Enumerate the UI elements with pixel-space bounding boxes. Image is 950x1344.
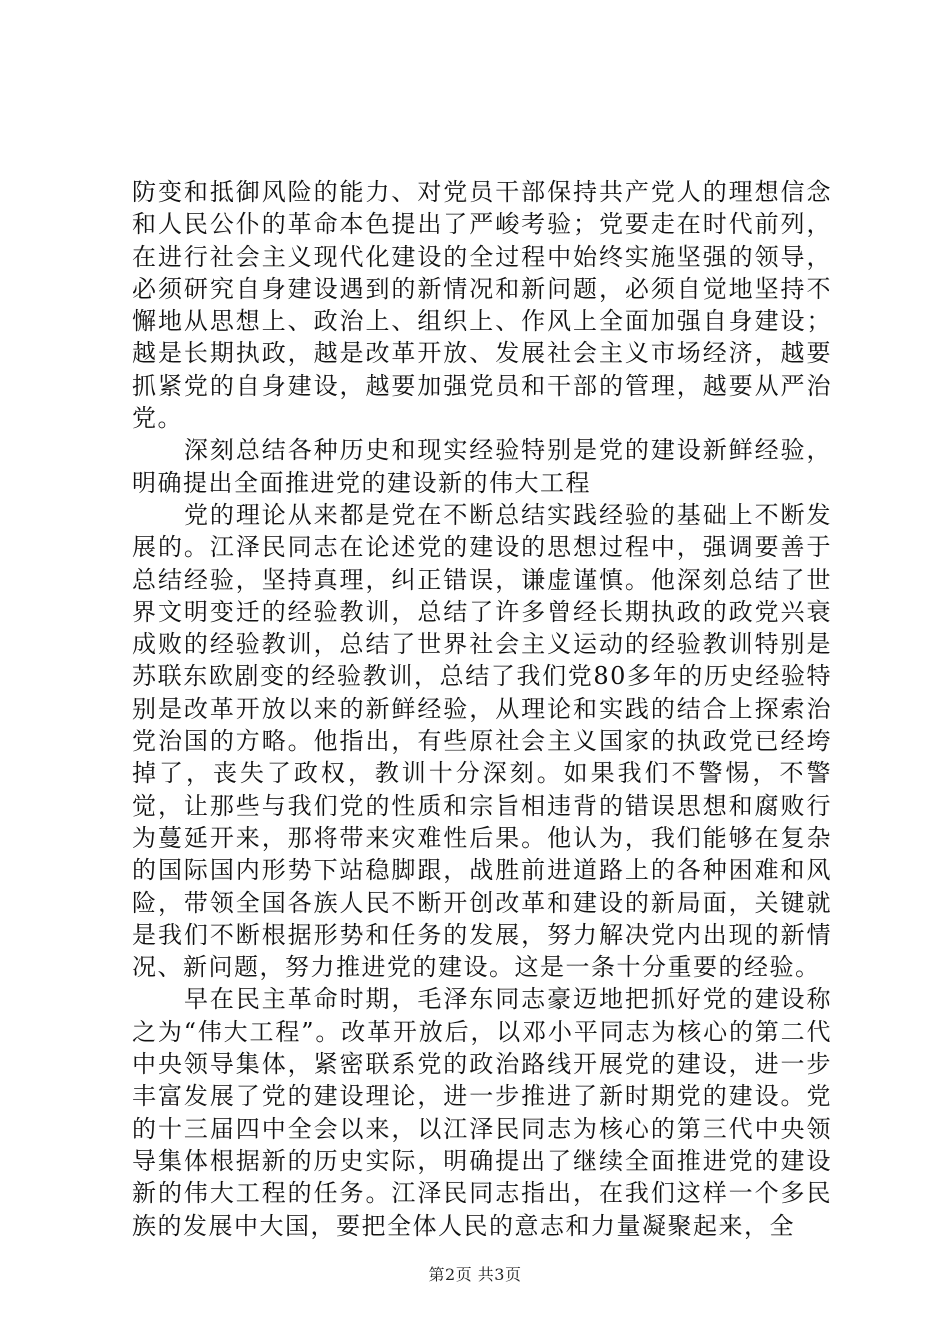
document-body	[132, 176, 832, 1242]
paragraph-4: 早在民主革命时期，毛泽东同志豪迈地把抓好党的建设称之为“伟大工程”。改革开放后，以邓小平同志为核心的第二代中央领导集体，紧密联系党的政治路线开展党的建设，进一步丰富发展了党的建设理论，进一步推进了新时期党的建设。党的十三届四中全会以来，以江泽民同志为核心的第三代中央领导集体根据新的历史实际，明确提出了继续全面推进党的建设新的伟大工程的任务。江泽民同志指出，在我们这样一个多民族的发展中大国，要把全体人民的意志和力量凝聚起来，全	[132, 985, 832, 1240]
paragraph-1: 防变和抵御风险的能力、对党员干部保持共产党人的理想信念和人民公仆的革命本色提出了严峻考验；党要走在时代前列，在进行社会主义现代化建设的全过程中始终实施坚强的领导，必须研究自身建设遇到的新情况和新问题，必须自觉地坚持不懈地从思想上、政治上、组织上、作风上全面加强自身建设；越是长期执政，越是改革开放、发展社会主义市场经济，越要抓紧党的自身建设，越要加强党员和干部的管理，越要从严治党。	[132, 178, 832, 433]
section-heading: 深刻总结各种历史和现实经验特别是党的建设新鲜经验，明确提出全面推进党的建设新的伟大工程	[132, 436, 832, 497]
page-footer: 第2页 共3页	[428, 1265, 522, 1284]
paragraph-3: 党的理论从来都是党在不断总结实践经验的基础上不断发展的。江泽民同志在论述党的建设的思想过程中，强调要善于总结经验，坚持真理，纠正错误，谦虚谨慎。他深刻总结了世界文明变迁的经验教训，总结了许多曾经长期执政的政党兴衰成败的经验教训，总结了世界社会主义运动的经验教训特别是苏联东欧剧变的经验教训，总结了我们党80多年的历史经验特别是改革开放以来的新鲜经验，从理论和实践的结合上探索治党治国的方略。他指出，有些原社会主义国家的执政党已经垮掉了，丧失了政权，教训十分深刻。如果我们不警惕，不警觉，让那些与我们党的性质和宗旨相违背的错误思想和腐败行为蔓延开来，那将带来灾难性后果。他认为，我们能够在复杂的国际国内形势下站稳脚跟，战胜前进道路上的各种困难和风险，带领全国各族人民不断开创改革和建设的新局面，关键就是我们不断根据形势和任务的发展，努力解决党内出现的新情况、新问题，努力推进党的建设。这是一条十分重要的经验。	[132, 500, 832, 982]
